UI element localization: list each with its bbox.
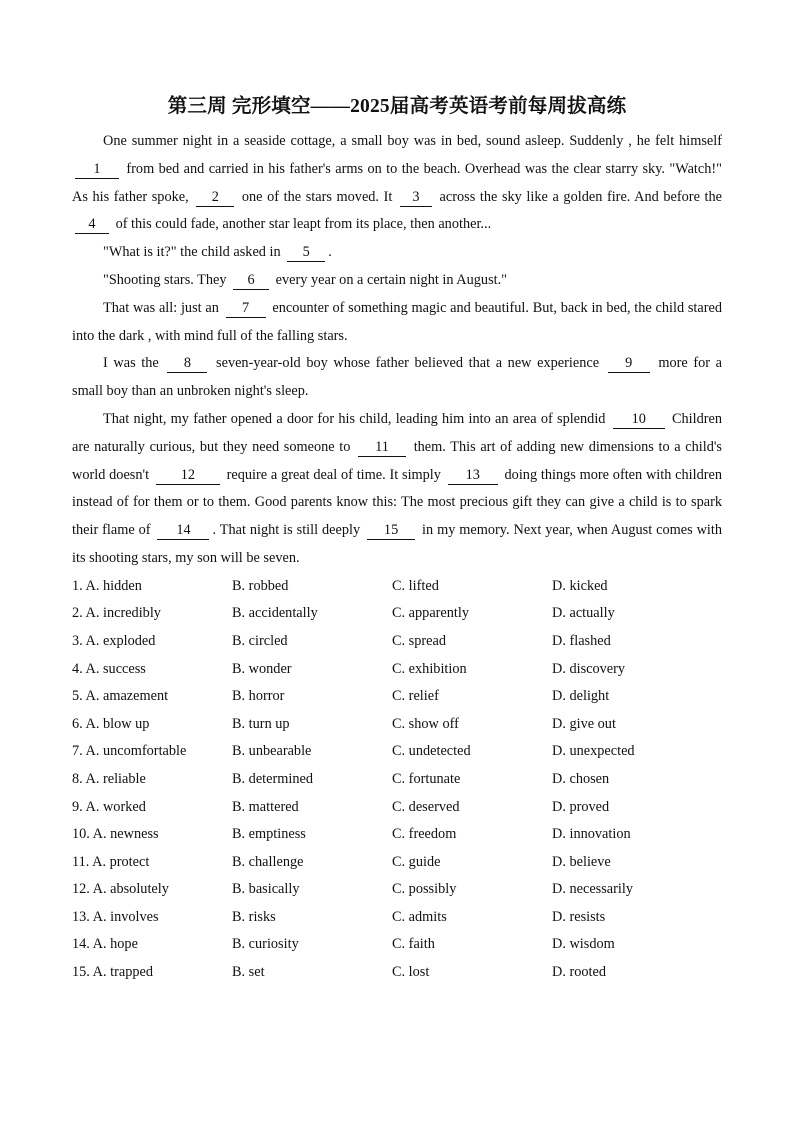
option-10-b: B. emptiness: [232, 826, 306, 843]
passage-paragraph: [72, 406, 722, 573]
option-row: [72, 931, 722, 959]
option-11-b: B. challenge: [232, 853, 304, 870]
option-1-b: B. robbed: [232, 577, 289, 594]
option-15-a: 15. A. trapped: [72, 964, 153, 981]
option-row: [72, 573, 722, 601]
option-11-a: 11. A. protect: [72, 853, 150, 870]
option-15-d: D. rooted: [552, 964, 606, 981]
option-15-b: B. set: [232, 964, 265, 981]
passage-text: Children are naturally curious, but they need someone to: [72, 410, 723, 455]
option-13-b: B. risks: [232, 908, 276, 925]
option-7-b: B. unbearable: [232, 743, 312, 760]
option-14-c: C. faith: [392, 936, 435, 953]
blank-10: 10: [613, 411, 665, 429]
blank-3: 3: [400, 189, 432, 207]
option-4-a: 4. A. success: [72, 660, 146, 677]
option-2-c: C. apparently: [392, 605, 470, 622]
worksheet-page: [72, 94, 722, 987]
option-row: [72, 959, 722, 987]
passage-text: seven-year-old boy whose father believed that a new experience: [210, 355, 605, 372]
option-8-d: D. chosen: [552, 770, 610, 787]
option-5-d: D. delight: [552, 688, 610, 705]
option-4-d: D. discovery: [552, 660, 626, 677]
passage-text: require a great deal of time. It simply: [222, 466, 445, 483]
option-15-c: C. lost: [392, 964, 430, 981]
passage-text: encounter of something magic and beautiful. But, back in bed, the child stared into the dark , with mind full of the falling stars.: [72, 299, 722, 344]
option-5-b: B. horror: [232, 688, 285, 705]
passage-text: doing things more often with children instead of for them or to them. Good parents know this: The most precious gift they can give a child is to spark their flame of: [72, 466, 723, 539]
option-10-c: C. freedom: [392, 826, 457, 843]
option-5-a: 5. A. amazement: [72, 688, 169, 705]
passage-text: more for a small boy than an unbroken night's sleep.: [72, 355, 722, 400]
option-9-b: B. mattered: [232, 798, 299, 815]
option-1-c: C. lifted: [392, 577, 439, 594]
option-2-d: D. actually: [552, 605, 615, 622]
passage-paragraph: [72, 267, 722, 295]
option-2-a: 2. A. incredibly: [72, 605, 161, 622]
blank-15: 15: [367, 522, 415, 540]
cloze-passage: [72, 128, 722, 573]
option-row: [72, 766, 722, 794]
option-2-b: B. accidentally: [232, 605, 318, 622]
blank-2: 2: [196, 189, 234, 207]
passage-paragraph: [72, 239, 722, 267]
passage-text: That night, my father opened a door for his child, leading him into an area of splendid: [103, 410, 610, 427]
passage-text: . That night is still deeply: [212, 522, 365, 539]
option-row: [72, 794, 722, 822]
option-row: [72, 711, 722, 739]
passage-text: "What is it?" the child asked in: [103, 244, 285, 261]
option-6-b: B. turn up: [232, 715, 290, 732]
passage-text: from bed and carried in his father's arms on to the beach. Overhead was the clear starry sky. "Watch!" As his father spoke,: [72, 160, 722, 205]
option-3-b: B. circled: [232, 632, 288, 649]
option-14-b: B. curiosity: [232, 936, 299, 953]
blank-13: 13: [448, 467, 498, 485]
passage-text: One summer night in a seaside cottage, a small boy was in bed, sound asleep. Suddenly , he felt himself: [103, 133, 722, 149]
option-6-a: 6. A. blow up: [72, 715, 150, 732]
option-8-c: C. fortunate: [392, 770, 461, 787]
option-13-a: 13. A. involves: [72, 908, 159, 925]
option-14-d: D. wisdom: [552, 936, 615, 953]
option-14-a: 14. A. hope: [72, 936, 138, 953]
option-1-d: D. kicked: [552, 577, 608, 594]
blank-14: 14: [157, 522, 209, 540]
passage-paragraph: [72, 350, 722, 406]
option-5-c: C. relief: [392, 688, 439, 705]
blank-11: 11: [358, 439, 406, 457]
option-7-d: D. unexpected: [552, 743, 635, 760]
option-7-c: C. undetected: [392, 743, 471, 760]
answer-options: [72, 573, 722, 987]
option-7-a: 7. A. uncomfortable: [72, 743, 187, 760]
blank-12: 12: [156, 467, 220, 485]
option-row: [72, 683, 722, 711]
passage-text: That was all: just an: [103, 299, 223, 316]
option-12-c: C. possibly: [392, 881, 457, 898]
blank-4: 4: [75, 216, 109, 234]
option-12-d: D. necessarily: [552, 881, 633, 898]
option-4-b: B. wonder: [232, 660, 292, 677]
option-3-d: D. flashed: [552, 632, 611, 649]
option-row: [72, 904, 722, 932]
option-row: [72, 656, 722, 684]
blank-1: 1: [75, 161, 119, 179]
blank-8: 8: [167, 355, 207, 373]
passage-text: I was the: [103, 355, 165, 372]
option-6-c: C. show off: [392, 715, 459, 732]
option-9-a: 9. A. worked: [72, 798, 146, 815]
passage-text: of this could fade, another star leapt from its place, then another...: [112, 216, 492, 233]
option-13-d: D. resists: [552, 908, 606, 925]
option-9-d: D. proved: [552, 798, 610, 815]
option-row: [72, 876, 722, 904]
option-13-c: C. admits: [392, 908, 447, 925]
blank-7: 7: [226, 300, 266, 318]
passage-text: "Shooting stars. They: [103, 271, 231, 288]
option-row: [72, 821, 722, 849]
option-row: [72, 600, 722, 628]
option-10-d: D. innovation: [552, 826, 631, 843]
passage-text: every year on a certain night in August.": [272, 271, 508, 288]
passage-text: across the sky like a golden fire. And before the: [434, 188, 722, 205]
passage-text: in my memory. Next year, when August comes with its shooting stars, my son will be seven.: [72, 522, 722, 566]
option-8-a: 8. A. reliable: [72, 770, 146, 787]
passage-text: one of the stars moved. It: [237, 188, 397, 205]
option-row: [72, 738, 722, 766]
option-12-a: 12. A. absolutely: [72, 881, 169, 898]
option-11-c: C. guide: [392, 853, 441, 870]
passage-text: .: [328, 244, 332, 261]
option-9-c: C. deserved: [392, 798, 460, 815]
passage-text: them. This art of adding new dimensions to a child's world doesn't: [72, 438, 722, 483]
passage-paragraph: [72, 295, 722, 351]
option-12-b: B. basically: [232, 881, 300, 898]
option-4-c: C. exhibition: [392, 660, 467, 677]
option-8-b: B. determined: [232, 770, 313, 787]
option-3-a: 3. A. exploded: [72, 632, 156, 649]
option-1-a: 1. A. hidden: [72, 577, 142, 594]
blank-9: 9: [608, 355, 650, 373]
option-10-a: 10. A. newness: [72, 826, 159, 843]
option-row: [72, 628, 722, 656]
passage-paragraph: [72, 128, 722, 239]
blank-5: 5: [287, 244, 325, 262]
option-3-c: C. spread: [392, 632, 446, 649]
blank-6: 6: [233, 272, 269, 290]
page-title: 第三周 完形填空——2025届高考英语考前每周拔高练: [167, 96, 627, 117]
option-11-d: D. believe: [552, 853, 611, 870]
option-6-d: D. give out: [552, 715, 616, 732]
option-row: [72, 849, 722, 877]
